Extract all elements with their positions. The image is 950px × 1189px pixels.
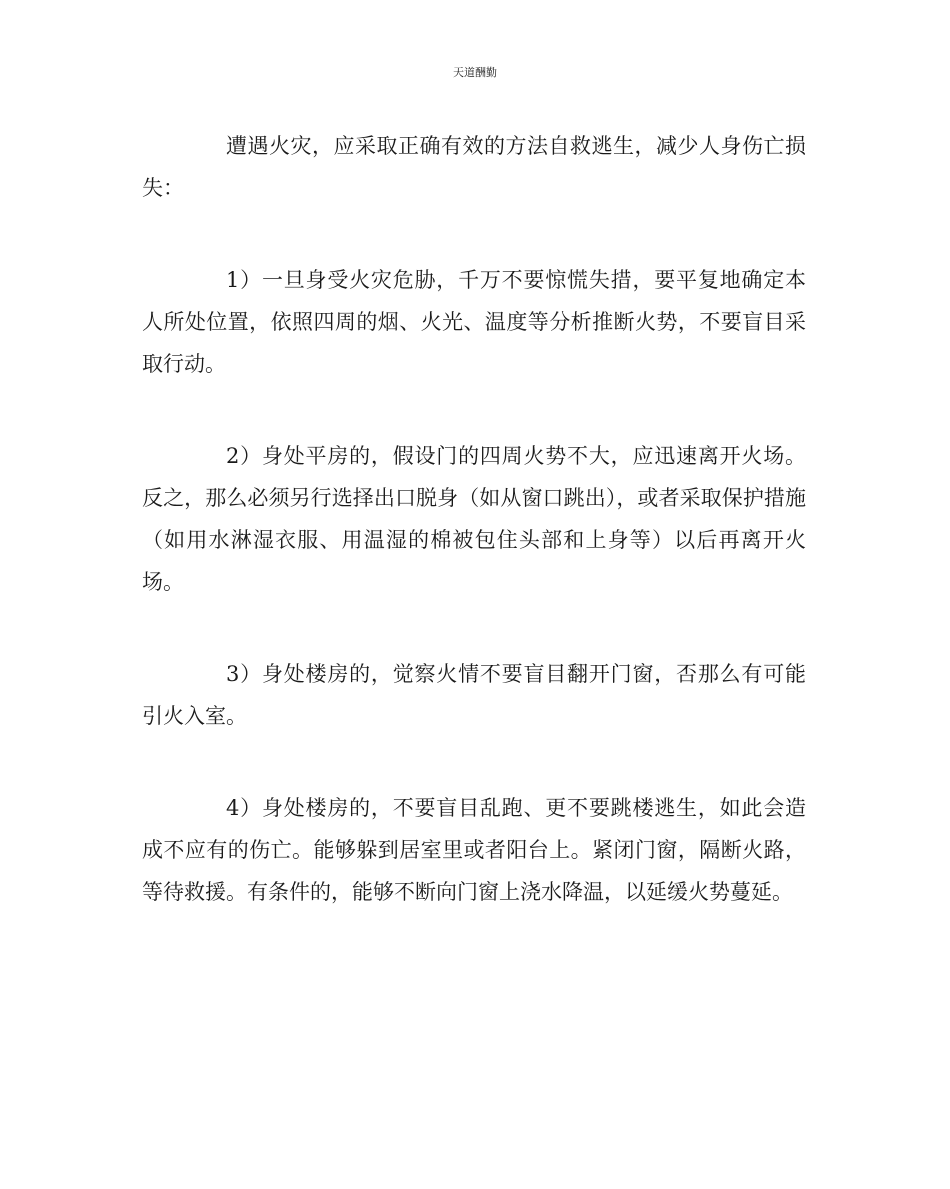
paragraph-item-2: 2）身处平房的，假设门的四周火势不大，应迅速离开火场。反之，那么必须另行选择出口脱身（如从窗口跳出），或者采取保护措施（如用水淋湿衣服、用温湿的棉被包住头部和上身等）以后再离开火场。 (142, 444, 806, 594)
paragraph-intro: 遭遇火灾，应采取正确有效的方法自救逃生，减少人身伤亡损失： (142, 134, 806, 200)
paragraph-item-3: 3）身处楼房的，觉察火情不要盲目翻开门窗，否那么有可能引火入室。 (142, 662, 806, 728)
document-body (142, 125, 806, 963)
page-header: 天道酬勤 (453, 66, 497, 79)
paragraph-item-1: 1）一旦身受火灾危胁，千万不要惊慌失措，要平复地确定本人所处位置，依照四周的烟、火光、温度等分析推断火势，不要盲目采取行动。 (142, 268, 806, 376)
paragraph-item-4: 4）身处楼房的，不要盲目乱跑、更不要跳楼逃生，如此会造成不应有的伤亡。能够躲到居室里或者阳台上。紧闭门窗，隔断火路，等待救援。有条件的，能够不断向门窗上浇水降温，以延缓火势蔓延。 (142, 796, 806, 904)
